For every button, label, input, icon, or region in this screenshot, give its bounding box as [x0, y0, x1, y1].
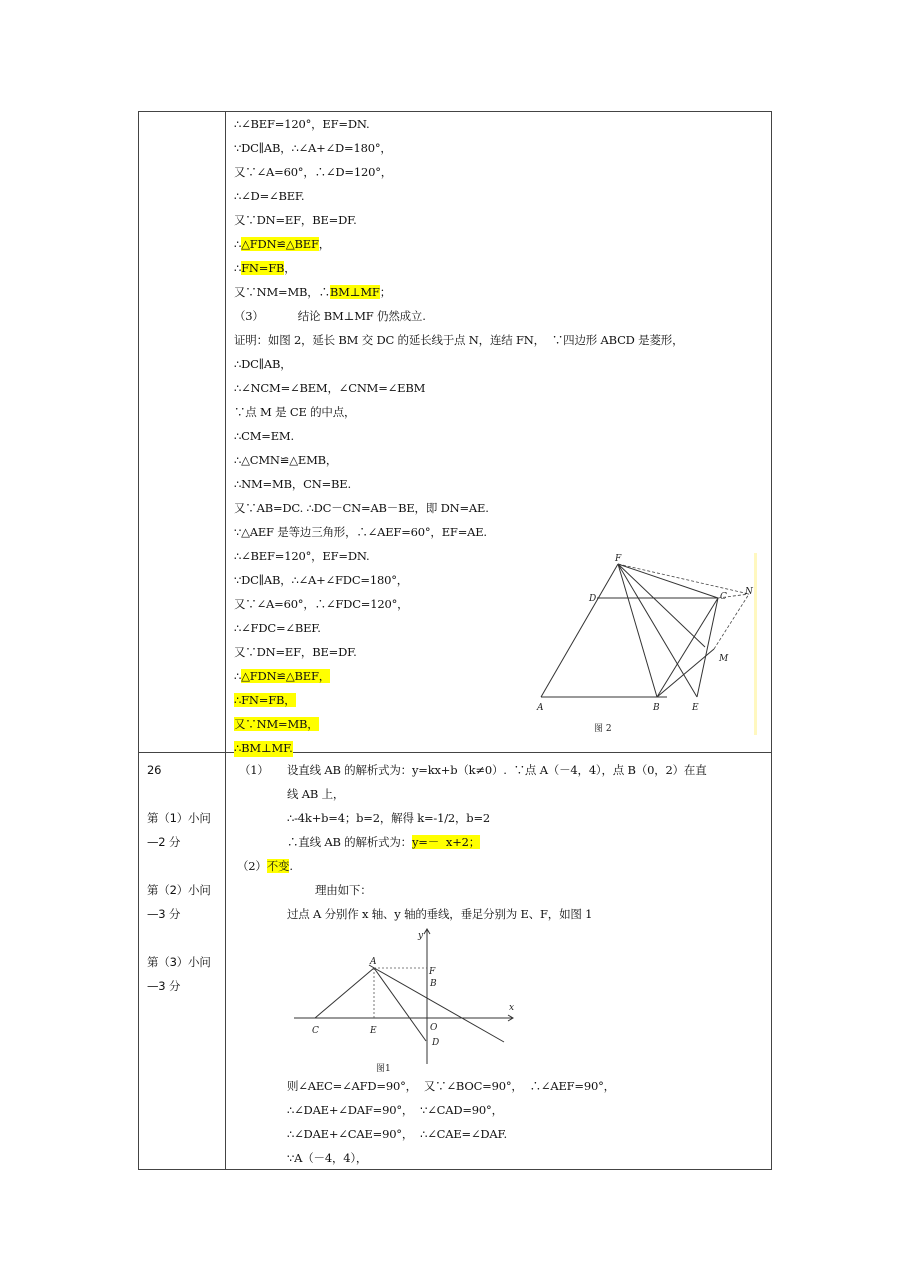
- proof-line: [234, 692, 296, 708]
- segment-MN: [714, 594, 749, 649]
- solution-line: ∴-4k+b=4；b=2，解得 k=-1/2，b=2: [287, 811, 491, 825]
- proof-line: ∴FN=FB，: [234, 261, 296, 275]
- segment-FC: [618, 564, 718, 598]
- proof-line: ∴△CMN≌△EMB，: [234, 453, 338, 467]
- score-part-3-points: —3 分: [147, 979, 181, 993]
- solution-line: 线 AB 上，: [287, 787, 345, 801]
- highlight: FN=FB: [241, 261, 285, 275]
- label-D: D: [432, 1038, 440, 1048]
- score-part-3: 第（3）小问: [147, 955, 211, 969]
- proof-line: ∵△AEF 是等边三角形，∴∠AEF=60°，EF=AE.: [234, 525, 487, 539]
- solution-line: （2）不变.: [237, 859, 293, 873]
- solution-line: ∴∠DAE+∠CAE=90°， ∴∠CAE=∠DAF.: [287, 1127, 507, 1141]
- proof-line: ∴∠NCM=∠BEM，∠CNM=∠EBM: [234, 381, 426, 395]
- proof-line: ∴△FDN≌△BEF，: [234, 669, 331, 683]
- answer-table: [138, 111, 772, 1170]
- proof-line: ∴DC∥AB，: [234, 357, 292, 371]
- highlight: 不变: [266, 859, 290, 873]
- solution-line: 过点 A 分别作 x 轴、y 轴的垂线，垂足分别为 E、F，如图 1: [287, 907, 593, 921]
- segment-AF: [541, 564, 618, 697]
- segment-BC: [657, 598, 718, 697]
- label-O: O: [430, 1023, 438, 1033]
- proof-line: 又∵∠A=60°，∴∠FDC=120°，: [234, 597, 409, 611]
- proof-line: ∴NM=MB，CN=BE.: [234, 477, 351, 491]
- label-F: F: [429, 967, 436, 977]
- figure-caption: 图1: [376, 1064, 391, 1074]
- proof-line: 又∵∠A=60°，∴∠D=120°，: [234, 165, 393, 179]
- label-B: B: [430, 979, 437, 989]
- proof-line: ∴CM=EM.: [234, 429, 294, 443]
- label-D: D: [589, 594, 597, 604]
- label-F: F: [615, 554, 622, 564]
- solution-line: ∴直线 AB 的解析式为：y=－ x+2；: [287, 835, 481, 849]
- solution-line: 理由如下：: [315, 883, 372, 897]
- figure-edge: [754, 553, 757, 735]
- proof-line: ∴∠BEF=120°，EF=DN.: [234, 117, 370, 131]
- proof-line: [234, 716, 319, 732]
- proof-line: ∵DC∥AB，∴∠A+∠D=180°，: [234, 141, 392, 155]
- proof-line: 证明：如图 2，延长 BM 交 DC 的延长线于点 N，连结 FN， ∵四边形 ABCD 是菱形，: [234, 333, 684, 347]
- solution-line: ∴∠DAE+∠DAF=90°， ∵∠CAD=90°，: [287, 1103, 503, 1117]
- proof-line: ∵点 M 是 CE 的中点，: [234, 405, 356, 419]
- proof-line: ∴∠D=∠BEF.: [234, 189, 305, 203]
- highlight: ∴FN=FB，: [234, 693, 296, 707]
- figure-caption: 图 2: [594, 724, 612, 734]
- label-E: E: [692, 703, 699, 713]
- proof-line: 又∵DN=EF，BE=DF.: [234, 213, 357, 227]
- label-C: C: [312, 1026, 319, 1036]
- solution-line: 则∠AEC=∠AFD=90°， 又∵∠BOC=90°， ∴∠AEF=90°，: [287, 1079, 615, 1093]
- solution-line: 设直线 AB 的解析式为：y=kx+b（k≠0）. ∵点 A（－4，4），点 B（0，2）在直: [287, 763, 707, 777]
- segment-FB: [618, 564, 657, 697]
- highlight: BM⊥MF: [329, 285, 380, 299]
- proof-line: ∴△FDN≌△BEF，: [234, 237, 331, 251]
- score-part-2: 第（2）小问: [147, 883, 211, 897]
- proof-line: ∵DC∥AB，∴∠A+∠FDC=180°，: [234, 573, 409, 587]
- segment-FN: [618, 564, 749, 594]
- proof-line: [234, 740, 293, 756]
- highlight: △FDN≌△BEF: [241, 237, 319, 251]
- highlight: △FDN≌△BEF，: [241, 669, 331, 683]
- part3-heading: （3） 结论 BM⊥MF 仍然成立.: [234, 309, 426, 323]
- part1-label: （1）: [239, 763, 269, 777]
- proof-line: 又∵DN=EF，BE=DF.: [234, 645, 357, 659]
- segment-CA: [315, 968, 374, 1018]
- highlight: 又∵NM=MB，: [234, 717, 319, 731]
- question-number: 26: [147, 763, 162, 777]
- label-x: x: [509, 1003, 515, 1013]
- proof-line: 又∵AB=DC. ∴DC－CN=AB－BE，即 DN=AE.: [234, 501, 489, 515]
- label-C: C: [720, 592, 727, 602]
- label-M: M: [719, 654, 729, 664]
- label-B: B: [653, 703, 660, 713]
- proof-line: ∴∠BEF=120°，EF=DN.: [234, 549, 370, 563]
- solution-line: ∵A（－4，4），: [287, 1151, 368, 1165]
- label-A: A: [370, 957, 377, 967]
- score-part-1-points: —2 分: [147, 835, 181, 849]
- highlight: ∴BM⊥MF.: [234, 741, 293, 755]
- label-N: N: [745, 587, 753, 597]
- segment-AD: [374, 968, 426, 1041]
- label-A: A: [537, 703, 544, 713]
- proof-line: ∴∠FDC=∠BEF.: [234, 621, 321, 635]
- segment-FE: [618, 564, 697, 697]
- label-E: E: [370, 1026, 377, 1036]
- highlight: y=－ x+2；: [411, 835, 481, 849]
- proof-line: 又∵NM=MB，∴BM⊥MF；: [234, 285, 392, 299]
- score-part-1: 第（1）小问: [147, 811, 211, 825]
- segment-FM: [618, 564, 705, 647]
- figure-2: [531, 548, 761, 748]
- figure-1: [291, 924, 521, 1074]
- score-part-2-points: —3 分: [147, 907, 181, 921]
- column-divider: [225, 112, 226, 1169]
- label-y: y: [418, 931, 424, 941]
